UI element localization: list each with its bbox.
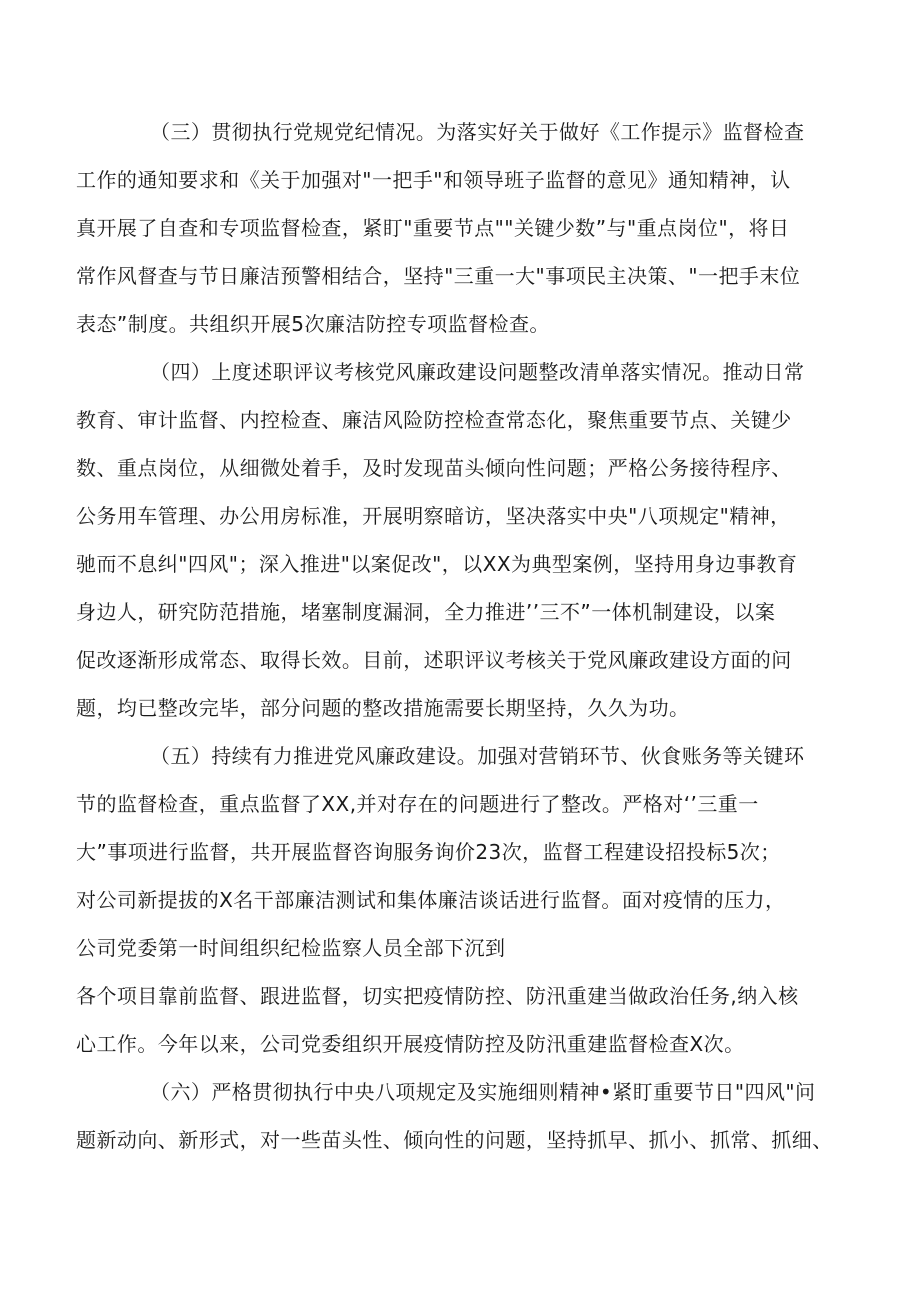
paragraph-4-line-8: 题，均已整改完毕，部分问题的整改措施需要长期坚持，久久为功。 <box>76 696 690 720</box>
paragraph-4-line-5: 驰而不息纠"四风"；深入推进"以案促改"，以XX为典型案例，坚持用身边事教育 <box>76 552 798 576</box>
paragraph-5-line-3: 大”事项进行监督，共开展监督咨询服务询价23次，监督工程建设招投标5次； <box>76 840 781 864</box>
paragraph-4-line-4: 公务用车管理、办公用房标准，开展明察暗访，坚决落实中央"八项规定"精神， <box>76 504 791 528</box>
paragraph-4-line-6: 身边人，研究防范措施，堵塞制度漏洞，全力推进’’三不”一体机制建设，以案 <box>76 600 776 624</box>
paragraph-5-line-1: （五）持续有力推进党风廉政建设。加强对营销环节、伙食账务等关键环 <box>150 744 805 768</box>
paragraph-4-line-3: 数、重点岗位，从细微处着手，及时发现苗头倾向性问题；严格公务接待程序、 <box>76 456 792 480</box>
paragraph-3-line-4: 常作风督查与节日廉洁预警相结合，坚持"三重一大"事项民主决策、"一把手末位 <box>76 264 801 288</box>
paragraph-6-line-2: 题新动向、新形式，对一些苗头性、倾向性的问题，坚持抓早、抓小、抓常、抓细、 <box>76 1128 833 1152</box>
paragraph-5-line-6: 各个项目靠前监督、跟进监督，切实把疫情防控、防汛重建当做政治任务,纳入核 <box>76 984 799 1008</box>
paragraph-3-line-1: （三）贯彻执行党规党纪情况。为落实好关于做好《工作提示》监督检查 <box>150 120 805 144</box>
paragraph-6-line-1: （六）严格贯彻执行中央八项规定及实施细则精神•紧盯重要节日"四风"问 <box>150 1080 816 1104</box>
paragraph-4-line-1: （四）上度述职评议考核党风廉政建设问题整改清单落实情况。推动日常 <box>150 360 805 384</box>
paragraph-4-line-2: 教育、审计监督、内控检查、廉洁风险防控检查常态化，聚焦重要节点、关键少 <box>76 408 792 432</box>
paragraph-4-line-7: 促改逐渐形成常态、取得长效。目前，述职评议考核关于党风廉政建设方面的问 <box>76 648 792 672</box>
paragraph-5-line-2: 节的监督检查，重点监督了XX,并对存在的问题进行了整改。严格对‘’三重一 <box>76 792 759 816</box>
paragraph-5-line-7: 心工作。今年以来，公司党委组织开展疫情防控及防汛重建监督检查X次。 <box>76 1032 745 1056</box>
paragraph-5-line-5: 公司党委第一时间组织纪检监察人员全部下沉到 <box>76 936 506 960</box>
paragraph-3-line-3: 真开展了自查和专项监督检查，紧盯"重要节点""关键少数”与"重点岗位"，将日 <box>76 216 790 240</box>
paragraph-3-line-5: 表态”制度。共组织开展5次廉洁防控专项监督检查。 <box>76 312 550 336</box>
paragraph-5-line-4: 对公司新提拔的X名干部廉洁测试和集体廉洁谈话进行监督。面对疫情的压力， <box>76 888 786 912</box>
paragraph-3-line-2: 工作的通知要求和《关于加强对"一把手"和领导班子监督的意见》通知精神，认 <box>76 168 791 192</box>
